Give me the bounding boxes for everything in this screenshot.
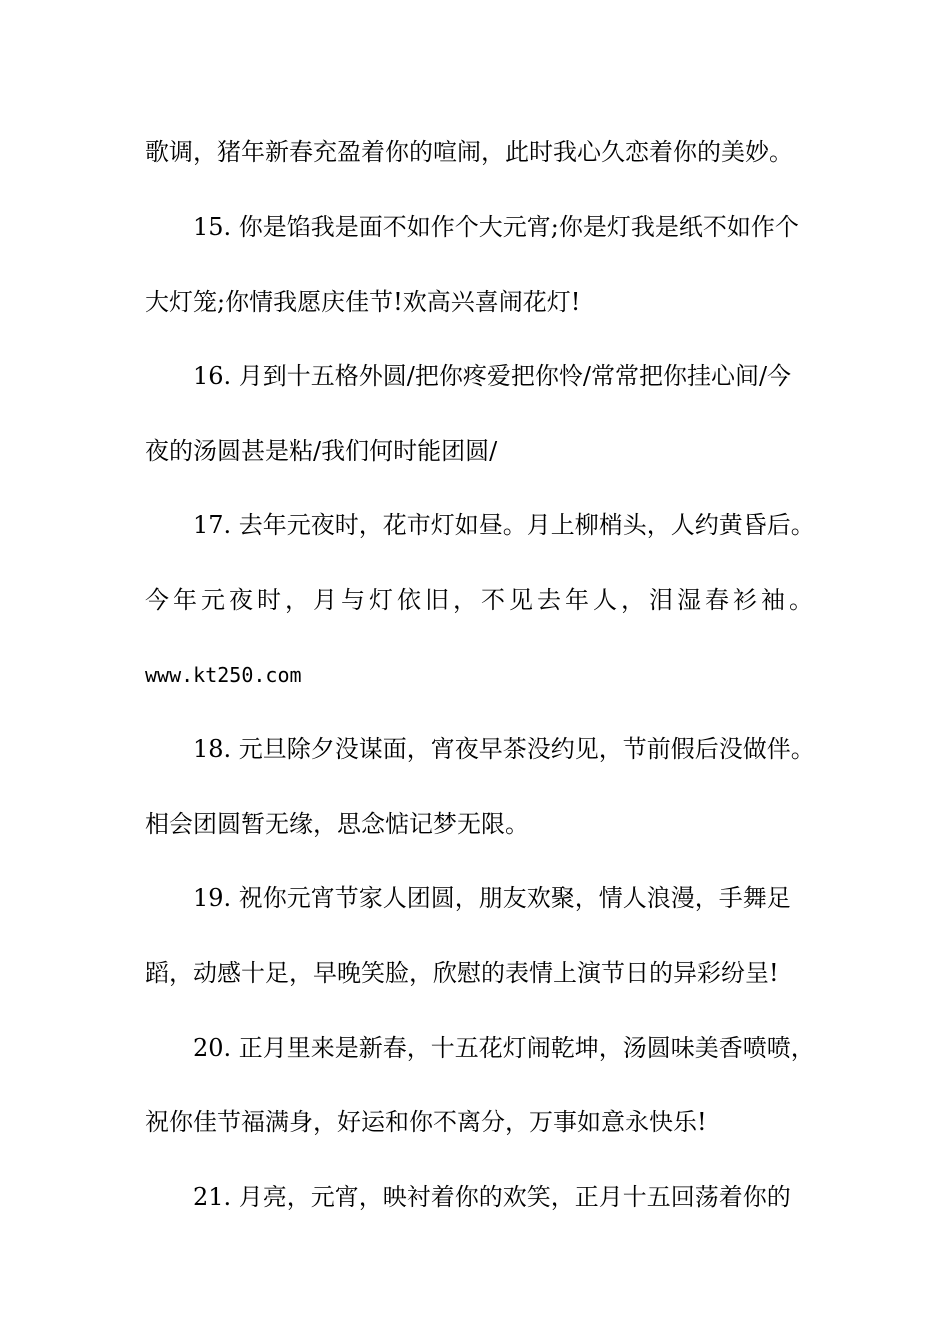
text-line-5: 夜的汤圆甚是粘/我们何时能团圆/ — [145, 437, 498, 465]
text-line-12: 蹈，动感十足，早晚笑脸，欣慰的表情上演节日的异彩纷呈! — [145, 959, 779, 987]
text-line-3: 大灯笼;你情我愿庆佳节!欢高兴喜闹花灯! — [145, 288, 581, 316]
text-line-4: 16. 月到十五格外圆/把你疼爱把你怜/常常把你挂心间/今 — [193, 362, 792, 390]
text-line-2: 15. 你是馅我是面不如作个大元宵;你是灯我是纸不如作个 — [193, 213, 799, 241]
text-line-14: 祝你佳节福满身，好运和你不离分，万事如意永快乐! — [145, 1108, 707, 1136]
text-line-10: 相会团圆暂无缘，思念惦记梦无限。 — [145, 810, 529, 838]
text-line-7: 今年元夜时，月与灯依旧，不见去年人，泪湿春衫袖。 — [145, 586, 813, 614]
text-line-6: 17. 去年元夜时，花市灯如昼。月上柳梢头，人约黄昏后。 — [193, 511, 815, 539]
website-url: www.kt250.com — [145, 663, 302, 687]
text-line-9: 18. 元旦除夕没谋面，宵夜早茶没约见，节前假后没做伴。 — [193, 735, 815, 763]
text-line-11: 19. 祝你元宵节家人团圆，朋友欢聚，情人浪漫，手舞足 — [193, 884, 791, 912]
text-line-15: 21. 月亮，元宵，映衬着你的欢笑，正月十五回荡着你的 — [193, 1183, 791, 1211]
text-line-1: 歌调，猪年新春充盈着你的喧闹，此时我心久恋着你的美妙。 — [145, 138, 793, 166]
text-line-13: 20. 正月里来是新春，十五花灯闹乾坤，汤圆味美香喷喷， — [193, 1034, 815, 1062]
